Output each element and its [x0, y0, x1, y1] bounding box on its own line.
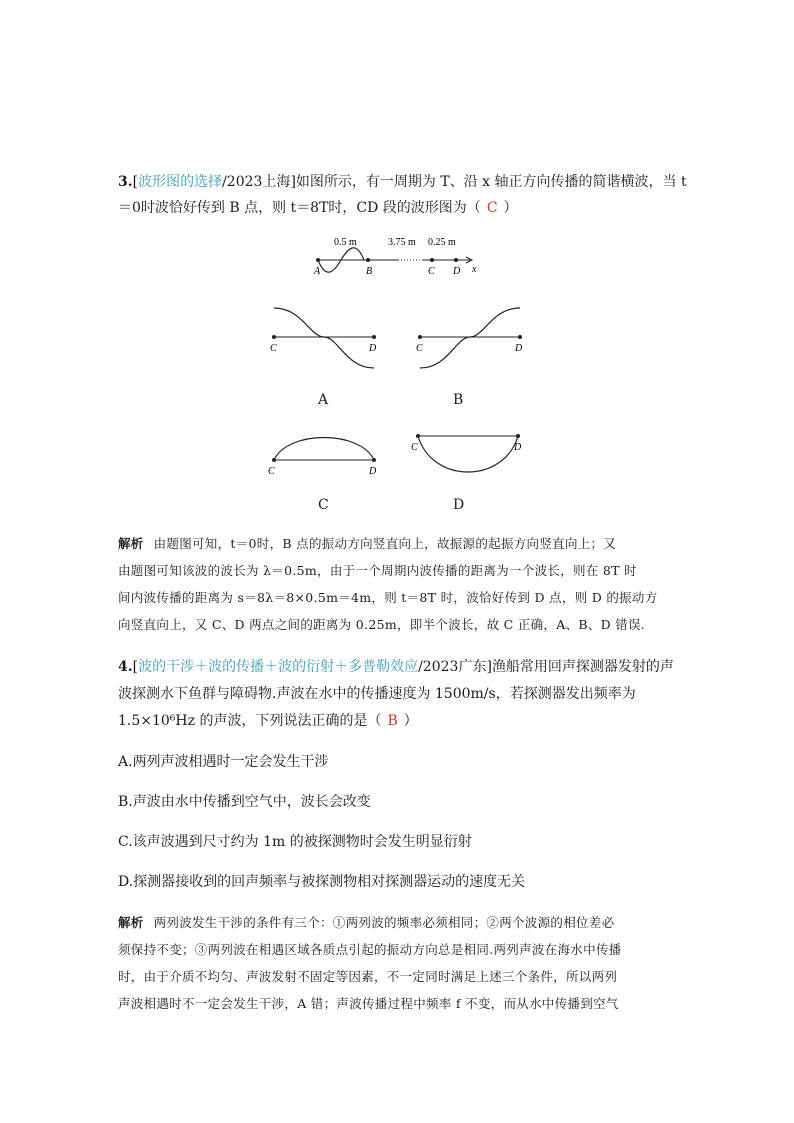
q4-stem-3: 1.5×10⁶Hz 的声波，下列说法正确的是（	[118, 713, 382, 729]
option-d-graph	[406, 428, 530, 488]
q4-number: 4.	[118, 659, 133, 675]
option-d-label: D	[453, 497, 465, 513]
fig-point-c: C	[428, 266, 435, 277]
q3-tag: 波形图的选择	[138, 174, 223, 190]
option-c-label: C	[318, 497, 329, 513]
option-a-graph	[262, 306, 386, 374]
q3-analysis-line-4: 向竖直向上，又 C、D 两点之间的距离为 0.25m，即半个波长，故 C 正确，A、B、D 错误.	[118, 617, 646, 632]
q4-line1: 4.[波的干涉＋波的传播＋波的衍射＋多普勒效应/2023广东]渔船常用回声探测器发射的声	[118, 659, 674, 675]
q3-analysis-label: 解析	[118, 536, 144, 551]
option-b-label: B	[453, 392, 464, 408]
option-b-graph	[408, 306, 532, 374]
q4-source: /2023广东]	[418, 659, 492, 675]
option-d-c: C	[411, 442, 418, 453]
q3-answer: C	[486, 200, 498, 216]
fig-point-d: D	[453, 266, 461, 277]
q4-line3: 1.5×10⁶Hz 的声波，下列说法正确的是（ B ）	[118, 713, 418, 729]
q3-line2: ＝0时波恰好传到 B 点，则 t＝8T时，CD 段的波形图为（ C ）	[118, 200, 518, 216]
q4-line2: 波探测水下鱼群与障碍物.声波在水中的传播速度为 1500m/s，若探测器发出频率为	[118, 686, 636, 702]
q3-line1: 3.[波形图的选择/2023上海]如图所示，有一周期为 T、沿 x 轴正方向传播的简谐横波，当 t	[118, 174, 687, 190]
q3-number: 3.	[118, 174, 133, 190]
option-b-d: D	[515, 343, 523, 354]
q4-choice-c: C.该声波遇到尺寸约为 1m 的被探测物时会发生明显衍射	[118, 834, 472, 850]
fig-label-0-25m: 0.25 m	[428, 237, 456, 248]
option-c-c: C	[268, 466, 275, 477]
fig-label-0-5m: 0.5 m	[334, 237, 357, 248]
option-a-label: A	[318, 392, 329, 408]
q3-analysis-line-3: 间内波传播的距离为 s＝8λ＝8×0.5m＝4m，则 t＝8T 时，波恰好传到 D 点，则 D 的振动方	[118, 590, 658, 605]
fig-point-a: A	[314, 266, 321, 277]
q3-analysis-line-1: 解析 由题图可知，t＝0时，B 点的振动方向竖直向上，故振源的起振方向竖直向上；又	[118, 536, 617, 551]
q3-wave-figure	[310, 232, 490, 278]
fig-dot-a	[316, 258, 320, 262]
q4-analysis-line-4: 声波相遇时不一定会发生干涉，A 错；声波传播过程中频率 f 不变，而从水中传播到空气	[118, 996, 619, 1011]
option-a-c: C	[270, 343, 277, 354]
fig-dot-c	[430, 258, 434, 262]
fig-point-b: B	[366, 266, 373, 277]
q3-analysis-line-2: 由题图可知该波的波长为 λ＝0.5m，由于一个周期内波传播的距离为一个波长，则在 8T 时	[118, 563, 637, 578]
q4-tag: 波的干涉＋波的传播＋波的衍射＋多普勒效应	[138, 659, 419, 675]
q4-analysis-line-1: 解析 两列波发生干涉的条件有三个：①两列波的频率必须相同；②两个波源的相位差必	[118, 915, 615, 930]
fig-axis-x-label: x	[472, 264, 477, 275]
q4-choice-b: B.声波由水中传播到空气中，波长会改变	[118, 794, 371, 810]
q4-analysis-label: 解析	[118, 915, 144, 930]
option-d-d: D	[514, 442, 522, 453]
q3-source: /2023上海]	[222, 174, 296, 190]
q3-stem-1: 如图所示，有一周期为 T、沿 x 轴正方向传播的简谐横波，当 t	[295, 174, 687, 190]
q4-stem-1: 渔船常用回声探测器发射的声	[491, 659, 674, 675]
fig-label-3-75m: 3.75 m	[388, 237, 416, 248]
option-a-d: D	[369, 343, 377, 354]
option-c-d: D	[369, 466, 377, 477]
fig-dot-b	[366, 258, 370, 262]
q4-answer: B	[387, 713, 398, 729]
option-c-graph	[262, 424, 386, 480]
fig-dot-d	[454, 258, 458, 262]
q4-choice-a: A.两列声波相遇时一定会发生干涉	[118, 754, 329, 770]
q4-analysis-line-3: 时，由于介质不均匀、声波发射不固定等因素，不一定同时满足上述三个条件，所以两列	[118, 969, 618, 984]
option-b-c: C	[416, 343, 423, 354]
q4-choice-d: D.探测器接收到的回声频率与被探测物相对探测器运动的速度无关	[118, 874, 526, 890]
q4-analysis-line-2: 须保持不变；③两列波在相遇区域各质点引起的振动方向总是相同.两列声波在海水中传播	[118, 942, 622, 957]
q3-stem-2: ＝0时波恰好传到 B 点，则 t＝8T时，CD 段的波形图为（	[118, 200, 481, 216]
